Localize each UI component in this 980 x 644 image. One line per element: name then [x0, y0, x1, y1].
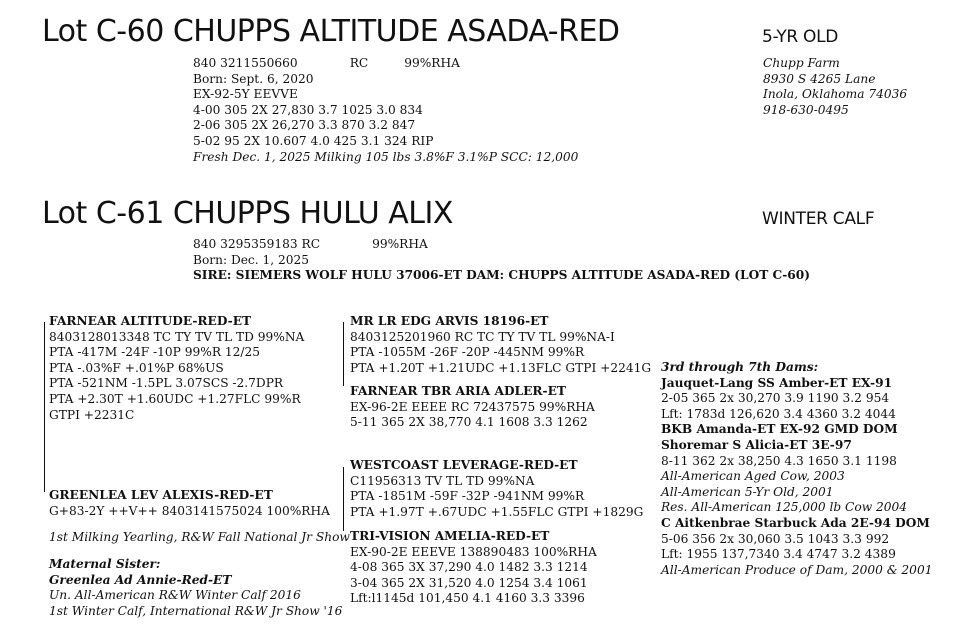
lot-c60-fresh: Fresh Dec. 1, 2025 Milking 105 lbs 3.8%F 3.1%P SCC: 12,000 — [193, 149, 579, 164]
pedigree-dam — [49, 488, 330, 519]
lot-c61-rha: 99%RHA — [372, 237, 428, 251]
lot-c61-reg-number: 840 3295359183 RC — [193, 237, 321, 251]
dam-entry-line: BKB Amanda-ET EX-92 GMD DOM — [661, 422, 898, 437]
consignor-name: Chupp Farm — [763, 56, 840, 70]
dam-entry-line: Jauquet-Lang SS Amber-ET EX-91 — [661, 375, 893, 390]
maternal-sister-name: Greenlea Ad Annie-Red-ET — [49, 572, 232, 587]
dam-show-note: 1st Milking Yearling, R&W Fall National Jr Show — [49, 530, 350, 544]
dam-entry-line: All-American 5-Yr Old, 2001 — [661, 484, 834, 499]
dam-entry-line: Lft: 1783d 126,620 3.4 4360 3.2 4044 — [661, 406, 896, 421]
lot-c60-record-1: 4-00 305 2X 27,830 3.7 1025 3.0 834 — [193, 102, 423, 117]
lot-c61-sire-dam: SIRE: SIEMERS WOLF HULU 37006-ET DAM: CHUPPS ALTITUDE ASADA-RED (LOT C-60) — [193, 268, 811, 283]
lot-c61-reg-line — [193, 237, 810, 253]
lot-c60-age: 5-YR OLD — [762, 27, 839, 47]
dam-entry-line: 5-06 356 2x 30,060 3.5 1043 3.3 992 — [661, 531, 890, 546]
dam-entry-line: C Aitkenbrae Starbuck Ada 2E-94 DOM — [661, 515, 930, 530]
lot-c61-title: Lot C-61 CHUPPS HULU ALIX — [42, 196, 453, 231]
ss-pta-2: PTA +1.20T +1.21UDC +1.13FLC GTPI +2241G — [350, 360, 652, 375]
dam-reg: G+83-2Y ++V++ 8403141575024 100%RHA — [49, 503, 330, 518]
sire-pta-3: PTA -521NM -1.5PL 3.07SCS -2.7DPR — [49, 376, 284, 391]
lot-c60-rc: RC — [349, 56, 369, 70]
maternal-sister-award-1: Un. All-American R&W Winter Calf 2016 — [49, 588, 301, 603]
maternal-sister — [49, 557, 342, 619]
dams-heading: 3rd through 7th Dams: — [661, 360, 819, 374]
sire-pta-1: PTA -417M -24F -10P 99%R 12/25 — [49, 345, 260, 360]
ss-name: MR LR EDG ARVIS 18196-ET — [350, 314, 549, 328]
dam-entry-line: Res. All-American 125,000 lb Cow 2004 — [661, 500, 908, 515]
lot-c60-details — [193, 56, 578, 165]
lot-c60-reg-line — [193, 56, 578, 72]
dd-record-1: 4-08 365 3X 37,290 4.0 1482 3.3 1214 — [350, 560, 588, 575]
sire-pta-4: PTA +2.30T +1.60UDC +1.27FLC 99%R — [49, 391, 301, 406]
lot-c61-details — [193, 237, 810, 284]
ss-reg: 8403125201960 RC TC TY TV TL 99%NA-I — [350, 329, 615, 344]
maternal-sister-heading: Maternal Sister: — [49, 557, 161, 571]
sire-gtpi: GTPI +2231C — [49, 407, 135, 422]
pedigree-sire-dam — [350, 384, 595, 431]
pedigree-dam-sire — [350, 458, 643, 520]
pedigree-sire — [49, 314, 304, 423]
lot-c60-classification: EX-92-5Y EEVVE — [193, 87, 298, 102]
pedigree-line-dam — [343, 467, 344, 531]
consignor-block — [763, 56, 907, 118]
ds-name: WESTCOAST LEVERAGE-RED-ET — [350, 458, 578, 472]
lot-c61-born: Born: Dec. 1, 2025 — [193, 252, 310, 267]
sd-record: 5-11 365 2X 38,770 4.1 1608 3.3 1262 — [350, 415, 588, 430]
lot-c60-record-3: 5-02 95 2X 10.607 4.0 425 3.1 324 RIP — [193, 133, 434, 148]
dam-entry-line: Lft: 1955 137,7340 3.4 4747 3.2 4389 — [661, 547, 896, 562]
pedigree-line-sire — [343, 322, 344, 386]
dams-block — [661, 360, 932, 578]
pedigree-line-left — [44, 322, 45, 492]
lot-c60-reg-number: 840 3211550660 — [193, 56, 298, 70]
maternal-sister-award-2: 1st Winter Calf, International R&W Jr Show '16 — [49, 603, 343, 618]
dam-entry-line: Shoremar S Alicia-ET 3E-97 — [661, 437, 852, 452]
dams-list — [661, 376, 932, 579]
pedigree-dam-dam — [350, 529, 597, 607]
ss-pta-1: PTA -1055M -26F -20P -445NM 99%R — [350, 345, 585, 360]
ds-pta-1: PTA -1851M -59F -32P -941NM 99%R — [350, 489, 585, 504]
pedigree-sire-sire — [350, 314, 651, 376]
dam-entry-line: All-American Produce of Dam, 2000 & 2001 — [661, 562, 933, 577]
consignor-address: 8930 S 4265 Lane — [763, 71, 876, 86]
lot-c60-record-2: 2-06 305 2X 26,270 3.3 870 3.2 847 — [193, 118, 416, 133]
consignor-phone: 918-630-0495 — [763, 102, 849, 117]
dam-entry-line: 2-05 365 2x 30,270 3.9 1190 3.2 954 — [661, 391, 890, 406]
dam-name: GREENLEA LEV ALEXIS-RED-ET — [49, 488, 273, 502]
dd-record-2: 3-04 365 2X 31,520 4.0 1254 3.4 1061 — [350, 575, 588, 590]
consignor-city: Inola, Oklahoma 74036 — [763, 87, 908, 102]
sd-name: FARNEAR TBR ARIA ADLER-ET — [350, 384, 566, 398]
dam-entry-line: 8-11 362 2x 38,250 4.3 1650 3.1 1198 — [661, 453, 897, 468]
dd-name: TRI-VISION AMELIA-RED-ET — [350, 529, 550, 543]
lot-c61-age: WINTER CALF — [762, 209, 875, 229]
ds-pta-2: PTA +1.97T +.67UDC +1.55FLC GTPI +1829G — [350, 504, 644, 519]
sire-reg: 8403128013348 TC TY TV TL TD 99%NA — [49, 329, 305, 344]
sire-name: FARNEAR ALTITUDE-RED-ET — [49, 314, 252, 328]
dd-lifetime: Lft:l1145d 101,450 4.1 4160 3.3 3396 — [350, 591, 585, 606]
sd-class: EX-96-2E EEEE RC 72437575 99%RHA — [350, 399, 595, 414]
sire-pta-2: PTA -.03%F +.01%P 68%US — [49, 360, 224, 375]
ds-reg: C11956313 TV TL TD 99%NA — [350, 473, 535, 488]
lot-c60-born: Born: Sept. 6, 2020 — [193, 71, 314, 86]
dd-class: EX-90-2E EEEVE 138890483 100%RHA — [350, 544, 597, 559]
dam-entry-line: All-American Aged Cow, 2003 — [661, 469, 845, 484]
lot-c60-title: Lot C-60 CHUPPS ALTITUDE ASADA-RED — [42, 14, 620, 49]
lot-c60-rha: 99%RHA — [404, 56, 460, 70]
